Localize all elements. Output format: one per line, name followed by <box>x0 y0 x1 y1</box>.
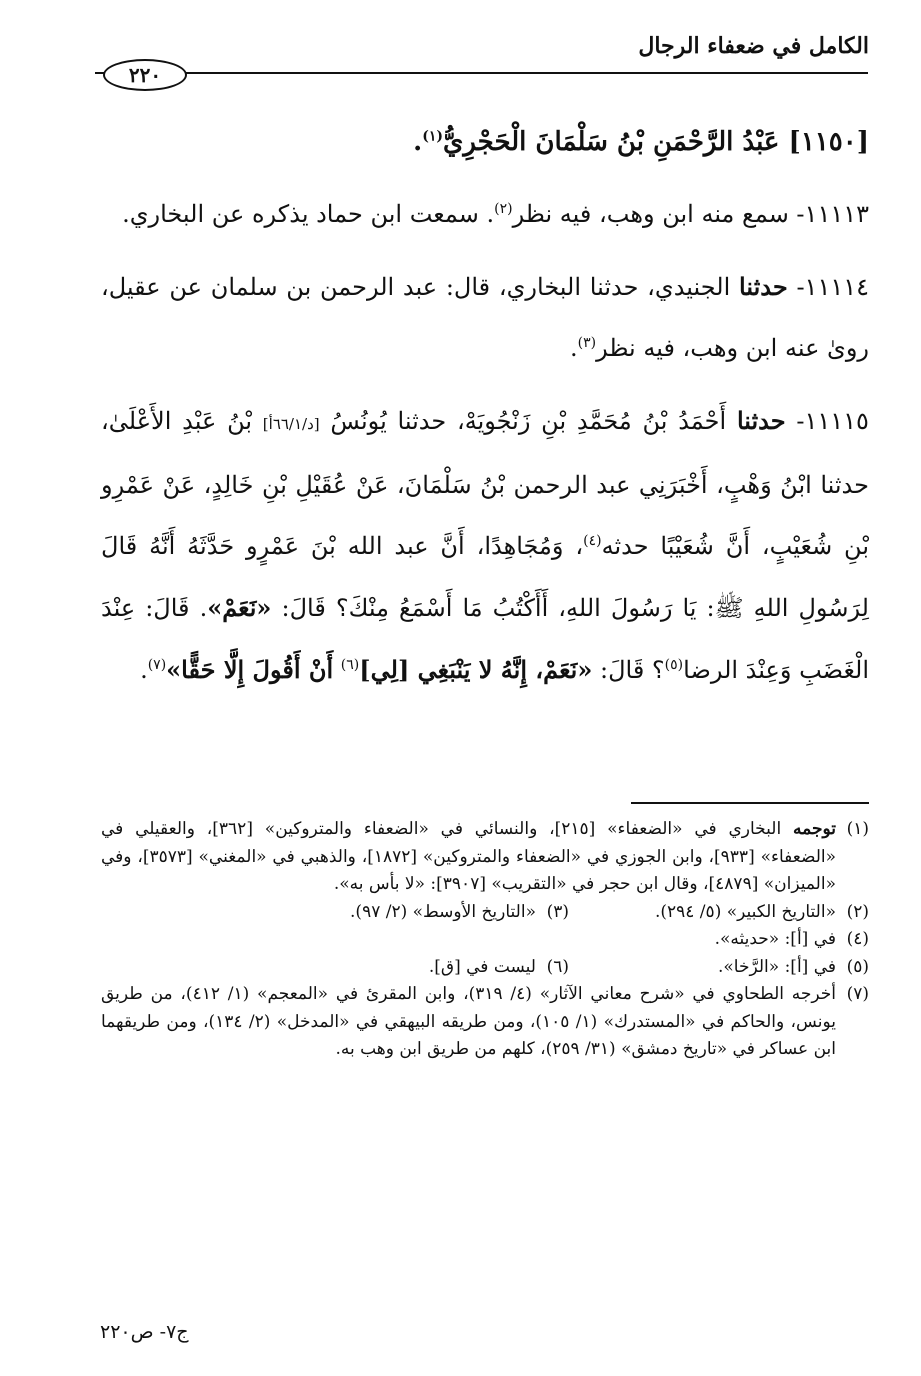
footnote-ref: (٧) <box>147 657 167 673</box>
footnotes <box>101 816 869 1064</box>
hadith-text: أَنْ أَقُولَ إِلَّا حَقًّا» <box>166 655 334 684</box>
footnote-ref: (٤) <box>583 533 602 549</box>
footnote-ref: (٣) <box>577 335 597 351</box>
footnote-row-2-3 <box>101 899 869 927</box>
footnote-ref: (٢) <box>494 201 513 217</box>
footnote-4: (٤) في [أ]: «حديثه». <box>714 929 869 949</box>
entry-number: [١١٥٠] <box>788 127 869 157</box>
footnote-ref: (١) <box>422 128 443 145</box>
running-title: الكامل في ضعفاء الرجال <box>638 33 869 59</box>
footnote-2: (٢) «التاريخ الكبير» (٥/ ٢٩٤). <box>654 901 869 922</box>
footnote-1: (١) توجمه البخاري في «الضعفاء» [٢١٥]، والنسائي في «الضعفاء والمتروكين» [٣٦٢]، والعقيلي في «الضعفاء» [٩٣٣]، وابن الجوزي في «الضعفاء والمتروكين» [١٨٧٢]، والذهبي في «المغني» [٣٥٧٣]، وفي «الميزان» [٤٨٧٩]، وقال ابن حجر في «التقريب» [٣٩٠٧]: «لا بأس به». <box>101 819 869 894</box>
narration-11115: ١١١١٥- حدثنا أَحْمَدُ بْنُ مُحَمَّدِ بْنِ زَنْجُويَهْ، حدثنا يُونُسُ [د/٦٦/١أ] بْنُ عَبْدِ الأَعْلَىٰ، حدثنا ابْنُ وَهْبٍ، أَخْبَرَنِي عبد الرحمن بْنُ سَلْمَانَ، عَنْ عُقَيْلِ بْنِ خَالِدٍ، عَنْ عَمْرِو بْنِ شُعَيْبٍ، أَنَّ شُعَيْبًا حدثه$^{(٤)}$، وَمُجَاهِدًا، أَنَّ عبد الله بْنَ عَمْرٍو حَدَّثَهُ أَنَّهُ قَالَ لِرَسُولِ اللهِ ﷺ: يَا رَسُولَ اللهِ، أَأَكْتُبُ مَا أَسْمَعُ مِنْكَ؟ قَالَ: «نَعَمْ». قَالَ: عِنْدَ الْغَضَبِ وَعِنْدَ الرضا$^{(٥)}$؟ قَالَ: «نَعَمْ، إِنَّهُ لا يَنْبَغِي [لِي]$^{(٦)}$ أَنْ أَقُولَ إِلَّا حَقًّا»$^{(٧)}$. <box>101 406 869 684</box>
manuscript-folio: [د/٦٦/١أ] <box>262 415 320 433</box>
entry-heading: [١١٥٠] عَبْدُ الرَّحْمَنِ بْنُ سَلْمَانَ الْحَجْرِيُّ$^{(١)}$. <box>413 127 869 157</box>
footnote-7: (٧) أخرجه الطحاوي في «شرح معاني الآثار» (٤/ ٣١٩)، وابن المقرئ في «المعجم» (١/ ٤١٢)، من طريق يونس، والحاكم في «المستدرك» (١/ ١٠٥)، ومن طريقه البيهقي في «المدخل» (٢/ ١٣٤)، ومن طريقهما ابن عساكر في «تاريخ دمشق» (٣١/ ٢٥٩)، كلهم من طريق ابن وهب به. <box>101 984 869 1059</box>
footnote-5: (٥) في [أ]: «الرَّخا». <box>718 956 869 977</box>
narration-11114: ١١١١٤- حدثنا الجنيدي، حدثنا البخاري، قال: عبد الرحمن بن سلمان عن عقيل، روىٰ عنه ابن وهب، فيه نظر$^{(٣)}$. <box>101 272 869 362</box>
main-text <box>101 112 869 712</box>
volume-page-reference: ج٧- ص٢٢٠ <box>100 1321 189 1343</box>
footnote-row-5-6 <box>101 954 869 982</box>
haddathana: حدثنا <box>736 406 786 435</box>
entry-name: عَبْدُ الرَّحْمَنِ بْنُ سَلْمَانَ الْحَجْرِيُّ <box>442 127 780 157</box>
hadith-text: «نَعَمْ» <box>207 593 272 622</box>
footnote-6: (٦) ليست في [ق]. <box>428 956 569 977</box>
haddathana: حدثنا <box>739 272 788 301</box>
hadith-text: «نَعَمْ، إِنَّهُ لا يَنْبَغِي [لِي] <box>359 655 593 684</box>
footnote-ref: (٥) <box>664 657 684 673</box>
footnote-3: (٣) «التاريخ الأوسط» (٢/ ٩٧). <box>350 901 569 922</box>
page-number: ٢٢٠ <box>103 59 187 91</box>
footnote-divider <box>631 802 869 804</box>
narration-11113: ١١١١٣- سمع منه ابن وهب، فيه نظر$^{(٢)}$. سمعت ابن حماد يذكره عن البخاري. <box>122 200 869 228</box>
footnote-ref: (٦) <box>340 657 360 673</box>
header-rule <box>95 72 868 74</box>
